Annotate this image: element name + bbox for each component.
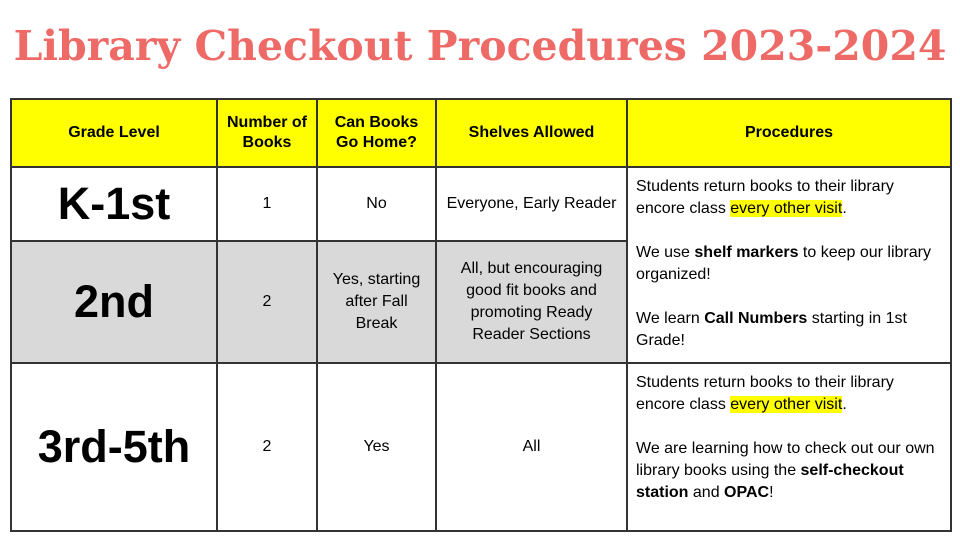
grade-3rd-5th: 3rd-5th [11, 363, 217, 531]
go-home-2nd [317, 241, 436, 363]
shelves-3rd-5th: All [436, 363, 627, 531]
header-procedures: Procedures [627, 99, 951, 167]
procedure-call-numbers-bold: Call Numbers [704, 310, 808, 327]
shelves-2nd-text: All, but encouraging good fit books and promoting Ready Reader Sections [460, 260, 603, 343]
procedure-shelf-markers-pre: We use [636, 244, 695, 261]
procedures-3rd-5th [627, 363, 951, 531]
procedure-self-checkout-mid: and [688, 484, 725, 501]
procedure-return-35-end: . [842, 396, 847, 413]
procedure-self-checkout-pre: We are learning how to check out our own library books using the [636, 440, 935, 479]
procedure-return-text: Students return books to their library encore class [636, 178, 894, 217]
procedure-opac-bold: OPAC [724, 484, 770, 501]
procedure-shelf-markers-post: to keep our library organized! [636, 244, 931, 283]
procedure-self-checkout [636, 438, 944, 504]
table-row [11, 363, 951, 531]
procedure-return-35 [636, 372, 944, 416]
header-row [11, 99, 951, 167]
procedure-shelf-markers-bold: shelf markers [694, 244, 799, 261]
highlight-every-other-visit-35: every other visit [730, 396, 843, 413]
grade-k-1st: K-1st [11, 167, 217, 241]
books-3rd-5th: 2 [217, 363, 317, 531]
shelves-k-1st-text: Everyone, Early Reader [446, 195, 617, 212]
table-row [11, 167, 951, 241]
header-number-of-books-label: Number of Books [227, 114, 307, 151]
go-home-2nd-text: Yes, starting after Fall Break [332, 271, 421, 332]
procedure-return-35-text: Students return books to their library encore class [636, 374, 894, 413]
header-can-books-go-home [317, 99, 436, 167]
procedure-shelf-markers [636, 242, 944, 286]
header-number-of-books [217, 99, 317, 167]
grade-2nd: 2nd [11, 241, 217, 363]
procedure-return [636, 176, 944, 220]
procedure-call-numbers-post: starting in 1st Grade! [636, 310, 907, 349]
highlight-every-other-visit: every other visit [730, 200, 843, 217]
shelves-k-1st [436, 167, 627, 241]
books-2nd: 2 [217, 241, 317, 363]
checkout-table [10, 98, 952, 532]
go-home-3rd-5th: Yes [317, 363, 436, 531]
procedure-self-checkout-end: ! [769, 484, 774, 501]
books-k-1st: 1 [217, 167, 317, 241]
procedure-return-end: . [842, 200, 847, 217]
header-grade-level: Grade Level [11, 99, 217, 167]
header-shelves-allowed: Shelves Allowed [436, 99, 627, 167]
shelves-2nd [436, 241, 627, 363]
procedure-call-numbers [636, 308, 944, 352]
page-title: Library Checkout Procedures 2023-2024 [13, 22, 947, 70]
header-can-books-go-home-label: Can Books Go Home? [334, 114, 419, 151]
go-home-k-1st: No [317, 167, 436, 241]
procedures-k-2nd [627, 167, 951, 363]
procedure-call-numbers-pre: We learn [636, 310, 705, 327]
procedure-self-checkout-bold: self-checkout station [636, 462, 904, 501]
